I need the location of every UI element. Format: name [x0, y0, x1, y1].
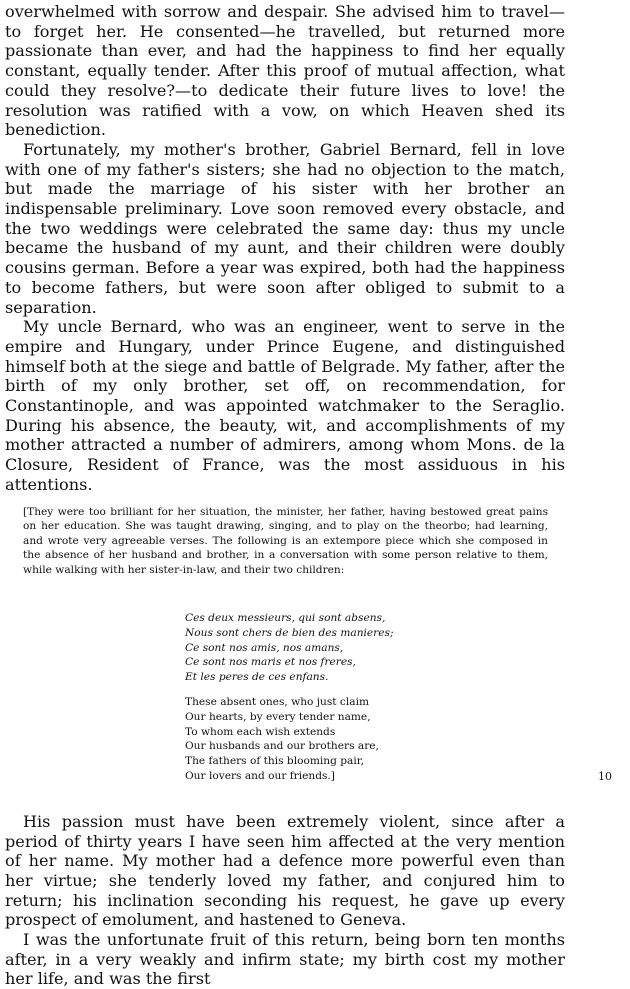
- verse-line: Ces deux messieurs, qui sont absens,: [185, 612, 386, 625]
- verse-line: Nous sont chers de bien des manieres;: [185, 626, 394, 639]
- verse-line: These absent ones, who just claim: [185, 696, 369, 709]
- paragraph-3: My uncle Bernard, who was an engineer, went to serve in the empire and Hungary, under Prince Eugene, and distinguished himself both at the siege and battle of Belgrade. My father, after the birth of my only brother, set off, on recommendation, for Constantinople, and was appointed watchmaker to the Seraglio. During his absence, the beauty, wit, and accomplishments of my mother attracted a number of admirers, among whom Mons. de la Closure, Resident of France, was the most assiduous in his attentions.: [5, 317, 565, 494]
- paragraph-4: His passion must have been extremely violent, since after a period of thirty years I have seen him affected at the very mention of her name. My mother had a defence more powerful even than her virtue; she tenderly loved my father, and conjured him to return; his inclination seconding his request, he gave up every prospect of emolument, and hastened to Geneva.: [5, 811, 565, 930]
- verse-line: Ce sont nos maris et nos freres,: [185, 656, 356, 669]
- paragraph-5: I was the unfortunate fruit of this return, being born ten months after, in a very weakly and infirm state; my birth cost my mother her life, and was the first: [5, 930, 565, 989]
- page-number: 10: [598, 770, 612, 783]
- verse-line: Our hearts, by every tender name,: [185, 710, 371, 723]
- verse-line: Ce sont nos amis, nos amans,: [185, 641, 344, 654]
- verse-line: The fathers of this blooming pair,: [185, 755, 365, 768]
- verse-line: Et les peres de ces enfans.: [185, 671, 329, 684]
- verse-line: Our lovers and our friends.]: [185, 770, 335, 783]
- continuation: [5, 812, 565, 989]
- poem-english: [185, 695, 565, 784]
- page-body: [5, 2, 565, 989]
- paragraph-2: Fortunately, my mother's brother, Gabriel Bernard, fell in love with one of my father's sisters; she had no objection to the match, but made the marriage of his sister with her brother an indispensable preliminary. Love soon removed every obstacle, and the two weddings were celebrated the same day: thus my uncle became the husband of my aunt, and their children were doubly cousins german. Before a year was expired, both had the happiness to become fathers, but were soon after obliged to submit to a separation.: [5, 139, 565, 317]
- paragraph-1: overwhelmed with sorrow and despair. She advised him to travel—to forget her. He consented—he travelled, but returned more passionate than ever, and had the happiness to find her equally constant, equally tender. After this proof of mutual affection, what could they resolve?—to dedicate their future lives to love! the resolution was ratified with a vow, on which Heaven shed its benediction.: [5, 2, 565, 140]
- verse-line: To whom each wish extends: [185, 725, 336, 738]
- footnote: [They were too brilliant for her situation, the minister, her father, having bestowed great pains on her education. She was taught drawing, singing, and to play on the theorbo; had learning, and wrote very agreeable verses. The following is an extempore piece which she composed in the absence of her husband and brother, in a conversation with some person relative to them, while walking with her sister-in-law, and their two children:: [23, 505, 548, 576]
- poem: [185, 611, 565, 784]
- poem-french: [185, 611, 565, 685]
- verse-line: Our husbands and our brothers are,: [185, 740, 379, 753]
